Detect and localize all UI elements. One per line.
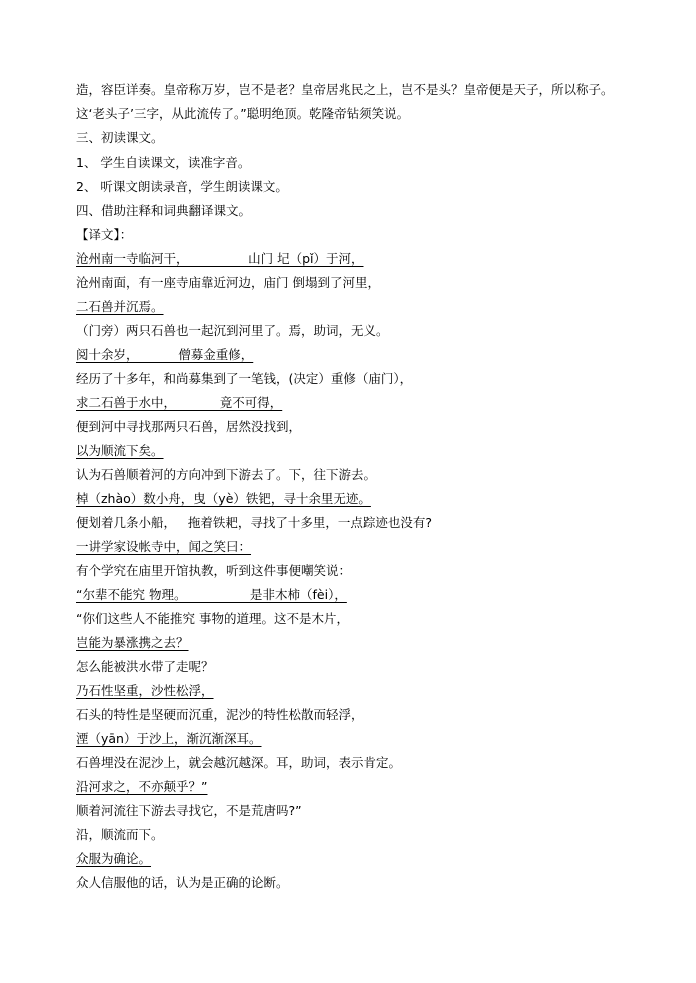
translation-line: （门旁）两只石兽也一起沉到河里了。焉，助词，无义。	[76, 323, 389, 338]
original-text-line: 众服为确论。	[76, 851, 152, 866]
original-text-line: 乃石性坚重，沙性松浮，	[76, 683, 214, 698]
original-text-line: 一讲学家设帐寺中，闻之笑曰：	[76, 539, 252, 554]
original-text-line: 沿河求之，不亦颠乎？”	[76, 779, 208, 794]
section-heading: 三、初读课文。	[76, 130, 164, 145]
translation-line: 沧州南面，有一座寺庙靠近河边，庙门 倒塌到了河里，	[76, 275, 380, 290]
list-item: 2、 听课文朗读录音，学生朗读课文。	[76, 179, 288, 194]
original-text-line: 棹（zhào）数小舟，曳（yè）铁钯，寻十余里无迹。	[76, 491, 371, 506]
translation-line: 便到河中寻找那两只石兽，居然没找到，	[76, 419, 302, 434]
annotation-line: 沿，顺流而下。	[76, 827, 164, 842]
translation-line: 众人信服他的话，认为是正确的论断。	[76, 875, 289, 890]
translation-line: 怎么能被洪水带了走呢？	[76, 659, 214, 674]
original-text-line: 沧州南一寺临河干， 山门 圮（pǐ）于河，	[76, 251, 364, 266]
translation-label: 【译文】：	[76, 227, 133, 242]
list-item: 1、 学生自读课文，读准字音。	[76, 155, 251, 170]
translation-line: 有个学究在庙里开馆执教，听到这件事便嘲笑说：	[76, 563, 352, 578]
original-text-line: “尔辈不能究 物理。 是非木柿（fèi），	[76, 587, 347, 602]
translation-line: 认为石兽顺着河的方向冲到下游去了。下，往下游去。	[76, 467, 377, 482]
original-text-line: 以为顺流下矣。	[76, 443, 164, 458]
original-text-line: 岂能为暴涨携之去？	[76, 635, 189, 650]
original-text-line: 阅十余岁， 僧募金重修，	[76, 347, 254, 362]
translation-line: 顺着河流往下游去寻找它，不是荒唐吗?”	[76, 803, 302, 818]
translation-line: 经历了十多年，和尚募集到了一笔钱，(决定）重修（庙门），	[76, 371, 413, 386]
translation-line: 石头的特性是坚硬而沉重，泥沙的特性松散而轻浮，	[76, 707, 364, 722]
translation-line: 便划着几条小船， 拖着铁耙，寻找了十多里，一点踪迹也没有?	[76, 515, 433, 530]
original-text-line: 湮（yān）于沙上，渐沉渐深耳。	[76, 731, 262, 746]
section-heading: 四、借助注释和词典翻译课文。	[76, 203, 252, 218]
original-text-line: 二石兽并沉焉。	[76, 299, 164, 314]
text-line: 造，容臣详奏。皇帝称万岁，岂不是老？皇帝居兆民之上，岂不是头？皇帝便是天子，所以称子。	[76, 82, 614, 97]
translation-line: “你们这些人不能推究 事物的道理。这不是木片，	[76, 611, 349, 626]
text-line: 这‘老头子’三字，从此流传了。”聪明绝顶。乾隆帝钻须笑说。	[76, 106, 410, 121]
translation-line: 石兽埋没在泥沙上，就会越沉越深。耳，助词，表示肯定。	[76, 755, 402, 770]
original-text-line: 求二石兽于水中， 竟不可得，	[76, 395, 283, 410]
